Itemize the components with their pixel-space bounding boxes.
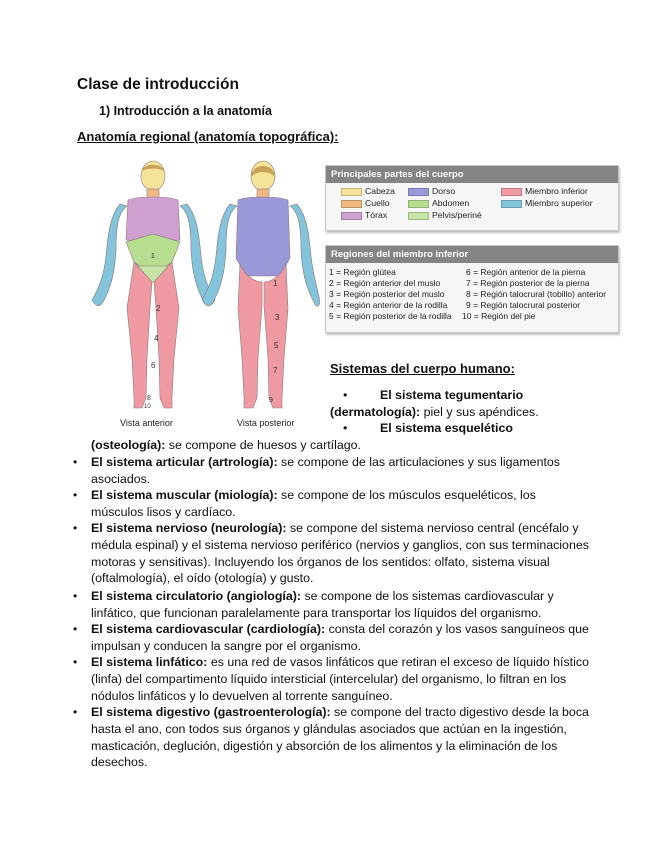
system-digestivo: • El sistema digestivo (gastroenterología): se compone del tracto digestivo desde la boca hasta el ano, con todos sus órganos y glándulas asociados que actúan en la ingestión, masticación, deglución, digestión y absorción de los alimentos y la eliminación de los desechos. xyxy=(73,705,589,770)
system-esqueletico: (osteología): se compone de huesos y cartílago. xyxy=(91,438,361,452)
anterior-label-2: 2 xyxy=(156,304,161,313)
bullet-icon: • xyxy=(343,388,348,402)
legend-item-miembro-superior: Miembro superior xyxy=(501,198,593,209)
lower-region xyxy=(238,264,262,408)
body-parts-legend xyxy=(325,165,619,231)
legend-item-cuello: Cuello xyxy=(341,198,390,209)
posterior-label-9: 9 xyxy=(269,397,273,404)
anterior-label-10: 10 xyxy=(144,404,151,410)
legend-item-torax: Tórax xyxy=(341,210,387,221)
legend-swatch xyxy=(341,188,362,196)
lower-region xyxy=(127,262,152,408)
system-circulatorio: • El sistema circulatorio (angiología): se compone de los sistemas cardiovascular y linfático, que funcionan paralelamente para transportar los líquidos del organismo. xyxy=(73,589,554,620)
bullet-icon: • xyxy=(343,421,348,435)
section-subtitle: 1) Introducción a la anatomía xyxy=(99,104,272,118)
lower-limb-regions-legend xyxy=(325,245,619,333)
anterior-label-4: 4 xyxy=(154,334,159,343)
posterior-label-5: 5 xyxy=(274,341,279,350)
bullet-icon: • xyxy=(73,705,78,719)
bullet-icon: • xyxy=(73,655,78,669)
legend-item-dorso: Dorso xyxy=(408,186,455,197)
upper-region xyxy=(92,204,127,306)
legend-swatch xyxy=(341,212,362,220)
legend-swatch xyxy=(341,200,362,208)
anterior-label-8: 8 xyxy=(147,395,151,402)
system-linfatico: • El sistema linfático: es una red de vasos linfáticos que retiran el exceso de líquido hístico (linfa) del compartimento líquido intersticial (intercelular) del organismo, lo filtran en los nódulos linfáticos y lo devuelven al torrente sanguíneo. xyxy=(73,655,589,703)
bullet-icon: • xyxy=(73,488,78,502)
neck-region xyxy=(257,189,269,198)
regional-anatomy-heading: Anatomía regional (anatomía topográfica): xyxy=(77,129,339,144)
legend-swatch xyxy=(408,212,429,220)
page-title: Clase de introducción xyxy=(77,76,239,93)
bullet-icon: • xyxy=(73,589,78,603)
legend-item-cabeza: Cabeza xyxy=(341,186,395,197)
caption-posterior: Vista posterior xyxy=(237,418,295,428)
region-item: 3 = Región posterior del muslo xyxy=(329,289,445,299)
region-item: 8 = Región talocrural (tobillo) anterior xyxy=(466,289,607,299)
region-item: 2 = Región anterior del muslo xyxy=(329,278,441,288)
anterior-label-1: 1 xyxy=(151,253,155,260)
system-cardiovascular: • El sistema cardiovascular (cardiología): consta del corazón y los vasos sanguíneos que impulsan y conducen la sangre por el organismo. xyxy=(73,622,589,653)
region-item: 5 = Región posterior de la rodilla xyxy=(329,311,452,321)
system-tegumentario-name: El sistema tegumentario xyxy=(380,388,524,402)
body-regions-figure xyxy=(80,158,320,430)
region-item: 1 = Región glútea xyxy=(329,267,396,277)
legend-swatch xyxy=(408,200,429,208)
legend-item-abdomen: Abdomen xyxy=(408,198,469,209)
body-parts-legend-header: Principales partes del cuerpo xyxy=(326,166,618,183)
legend-swatch xyxy=(501,188,522,196)
neck-region xyxy=(147,189,159,198)
system-tegumentario: (dermatología): piel y sus apéndices. xyxy=(330,405,539,419)
bullet-icon: • xyxy=(73,455,78,469)
region-item: 7 = Región posterior de la pierna xyxy=(466,278,590,288)
region-item: 6 = Región anterior de la pierna xyxy=(466,267,586,277)
posterior-label-1: 1 xyxy=(273,279,278,288)
legend-item-pelvis: Pelvis/periné xyxy=(408,210,482,221)
body-systems-heading: Sistemas del cuerpo humano: xyxy=(330,361,515,376)
region-item: 10 = Región del pie xyxy=(462,311,536,321)
back-region xyxy=(236,197,290,276)
lower-limb-regions-header: Regiones del miembro inferior xyxy=(326,246,618,263)
caption-anterior: Vista anterior xyxy=(120,418,173,428)
region-item: 4 = Región anterior de la rodilla xyxy=(329,300,448,310)
upper-region xyxy=(202,204,237,306)
legend-item-miembro-inferior: Miembro inferior xyxy=(501,186,588,197)
region-item: 9 = Región talocrural posterior xyxy=(466,300,581,310)
posterior-view-figure xyxy=(202,161,320,408)
bullet-icon: • xyxy=(73,521,78,535)
system-nervioso: • El sistema nervioso (neurología): se compone del sistema nervioso central (encéfalo y médula espinal) y el sistema nervioso periférico (nervios y ganglios, con sus terminaciones motoras y sensitivas). Incluyendo los órganos de los sentidos: olfato, sistema visual (oftalmología), el oído (otología) y gusto. xyxy=(73,521,589,586)
system-muscular: • El sistema muscular (miología): se compone de los músculos esqueléticos, los músculos lisos y cardíaco. xyxy=(73,488,536,519)
head-region xyxy=(251,161,275,191)
bullet-icon: • xyxy=(73,622,78,636)
posterior-label-7: 7 xyxy=(273,366,278,375)
anterior-view-figure xyxy=(92,161,215,410)
posterior-label-3: 3 xyxy=(275,313,280,322)
anterior-label-6: 6 xyxy=(151,361,156,370)
system-articular: • El sistema articular (artrología): se compone de las articulaciones y sus ligamentos asociados. xyxy=(73,455,560,486)
legend-swatch xyxy=(501,200,522,208)
system-esqueletico-name: El sistema esquelético xyxy=(380,421,513,435)
upper-region xyxy=(290,204,320,306)
legend-swatch xyxy=(408,188,429,196)
